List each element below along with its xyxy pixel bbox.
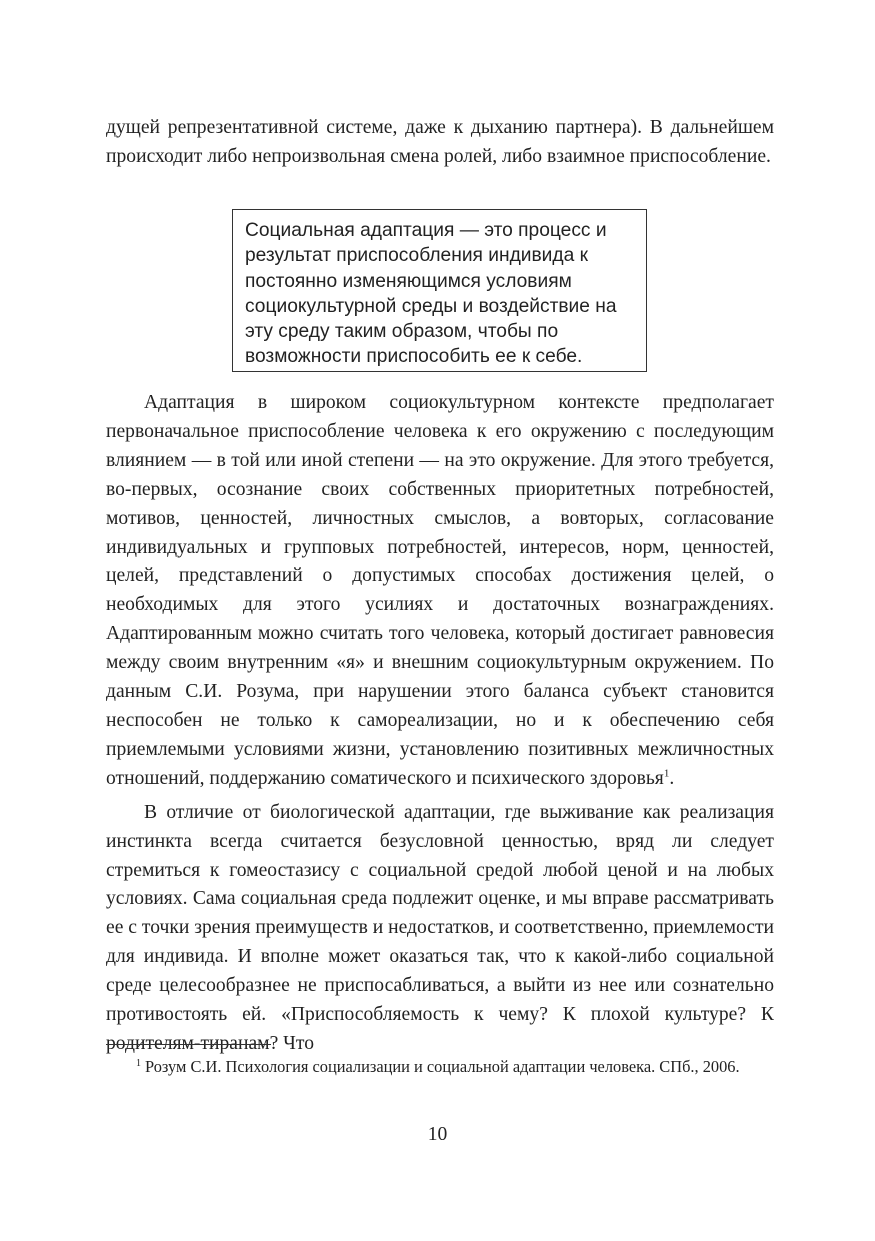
main-text — [106, 389, 774, 1059]
paragraph-adaptation-end: . — [669, 767, 675, 789]
paragraph-adaptation-text: Адаптация в широком социокультурном контексте предполагает первоначальное приспособление человека к его окружению с последующим влиянием — в той или иной степени — на это окружение. Для этого требуется, во-первых, осознание своих собственных приоритетных потребностей, мотивов, ценностей, личностных смыслов, а вовторых, согласование индивидуальных и групповых потребностей, интересов, норм, ценностей, целей, представлений о допустимых способах достижения целей, о необходимых для этого усилиях и достаточных вознаграждениях. Адаптированным можно считать того человека, который достигает равновесия между своим внутренним «я» и внешним социокультурным окружением. По данным С.И. Розума, при нарушении этого баланса субъект становится неспособен не только к самореализации, но и к обеспечению себя приемлемыми условиями жизни, установлению позитивных межличностных отношений, поддержанию соматического и психического здоровья — [106, 392, 774, 789]
page-number: 10 — [427, 1124, 448, 1145]
footnote-reference[interactable]: 1 — [663, 767, 670, 780]
footnote-divider — [106, 1044, 271, 1045]
intro-paragraph: дущей репрезентативной системе, даже к дыханию партнера). В дальнейшем происходит либо непроизвольная смена ролей, либо взаимное приспособление. — [106, 117, 774, 167]
paragraph-adaptation — [106, 389, 774, 794]
definition-box: Социальная адаптация — это процесс и результат приспособления индивида к постоянно изменяющимся условиям социокультурной среды и воздействие на эту среду таким образом, чтобы по возможности приспособить ее к себе. — [232, 209, 647, 372]
paragraph-biological: В отличие от биологической адаптации, где выживание как реализация инстинкта всегда считается безусловной ценностью, вряд ли следует стремиться к гомеостазису с социальной средой любой ценой и на любых условиях. Сама социальная среда подлежит оценке, и мы вправе рассматривать ее с точки зрения преимуществ и недостатков, и соответственно, приемлемости для индивида. И вполне может оказаться так, что к какой-либо социальной среде целесообразнее не приспосабливаться, а выйти из нее или сознательно противостоять ей. «Приспособляемость к чему? К плохой культуре? К родителям-тиранам? Что — [106, 801, 774, 1054]
footnote — [106, 1055, 774, 1079]
footnote-number: 1 — [136, 1057, 141, 1069]
footnote-text: Розум С.И. Психология социализации и социальной адаптации человека. СПб., 2006. — [145, 1057, 740, 1076]
